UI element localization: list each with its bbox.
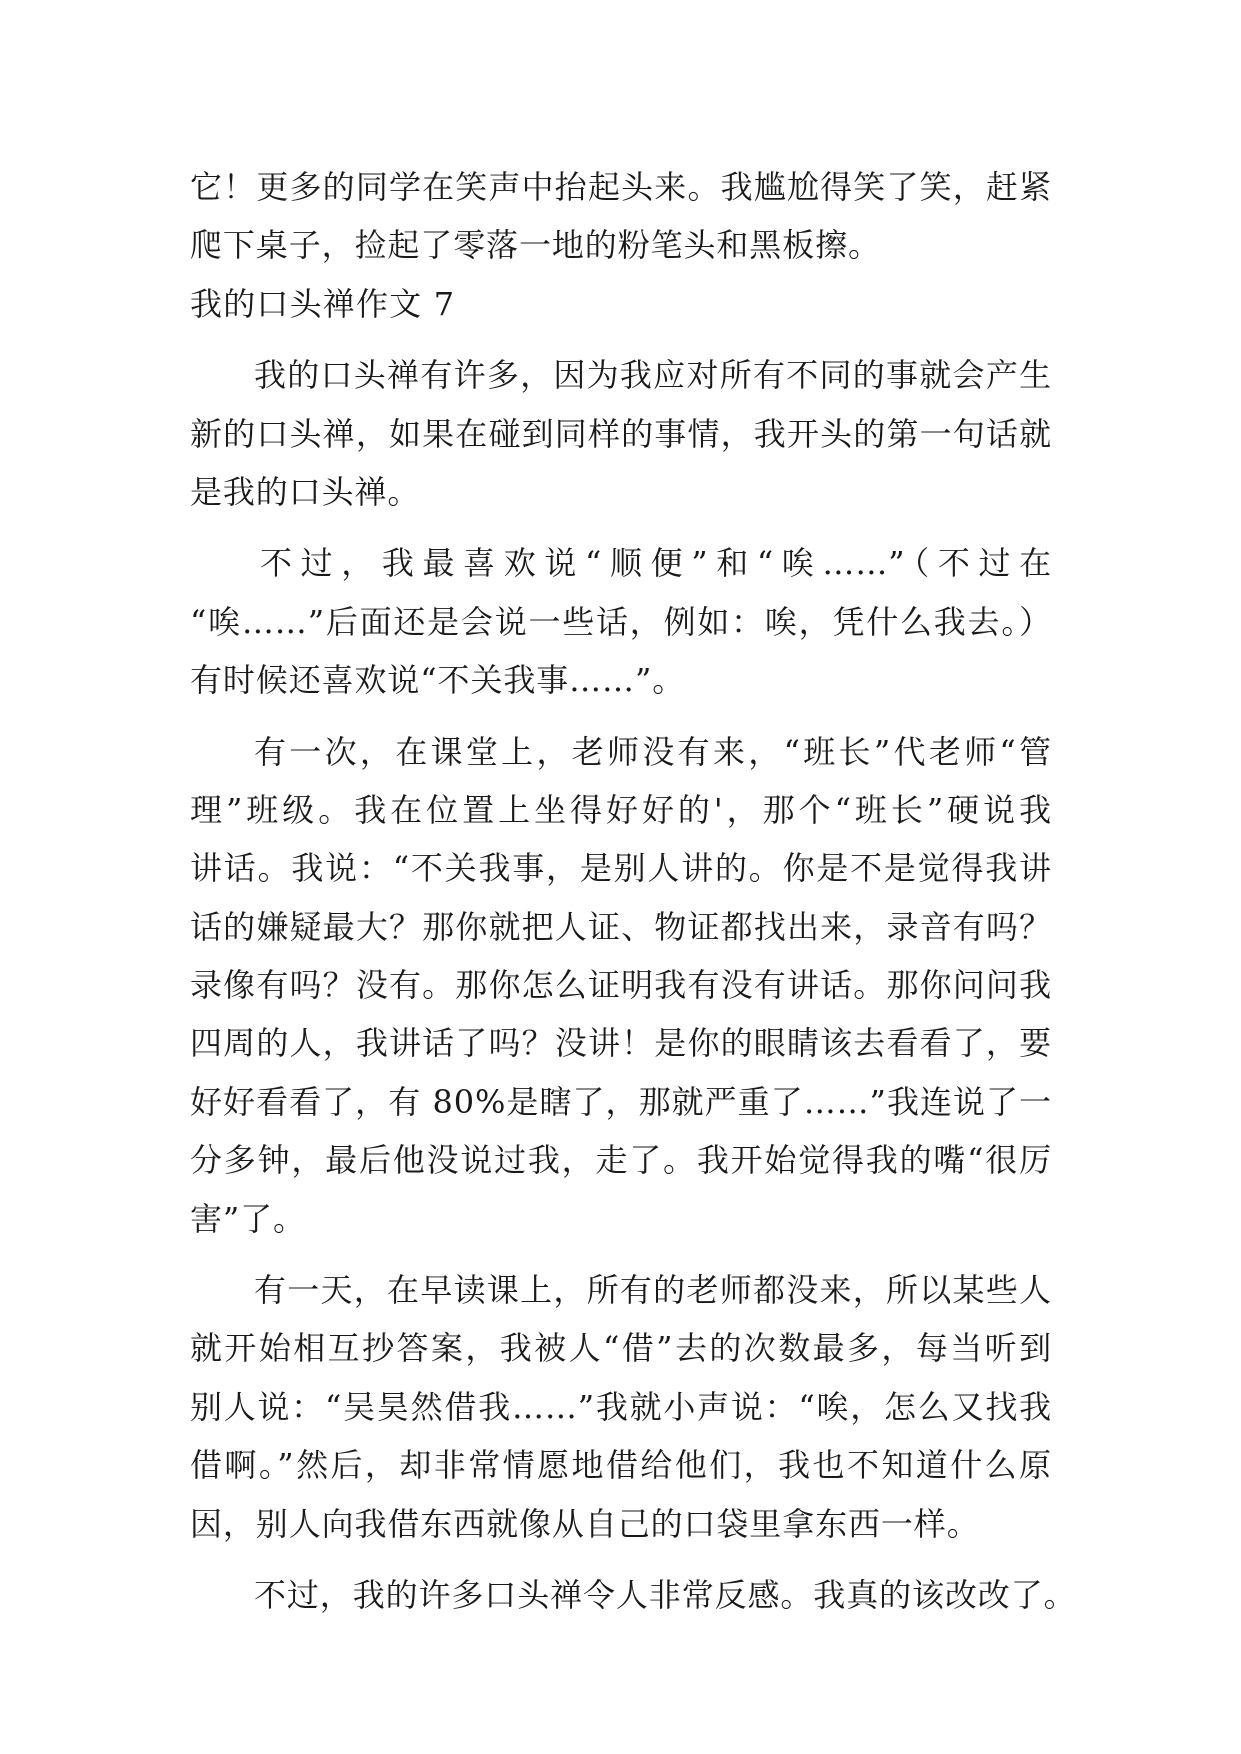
text-line: 有时候还喜欢说“不关我事……”。 bbox=[190, 661, 686, 700]
text-line: 不过，我的许多口头禅令人非常反感。我真的该改改了。 bbox=[254, 1575, 1077, 1614]
text-line: 我的口头禅有许多，因为我应对所有不同的事就会产生 bbox=[254, 356, 1052, 395]
text-line: 不过，我最喜欢说“顺便”和“唉……”（不过在 bbox=[260, 544, 1052, 583]
paragraph-gap bbox=[190, 1248, 1052, 1261]
text-line: 理”班级。我在位置上坐得好好的'，那个“班长”硬说我 bbox=[190, 790, 1052, 829]
paragraph-gap bbox=[190, 710, 1052, 723]
paragraph-gap bbox=[190, 521, 1052, 534]
document-body bbox=[190, 158, 1077, 1624]
text-line: 好好看看了，有 80%是瞎了，那就严重了……”我连说了一 bbox=[190, 1082, 1052, 1121]
text-line: 四周的人，我讲话了吗？没讲！是你的眼睛该去看看了，要 bbox=[190, 1024, 1052, 1063]
text-line: 就开始相互抄答案，我被人“借”去的次数最多，每当听到 bbox=[190, 1329, 1052, 1368]
text-line: 有一天，在早读课上，所有的老师都没来，所以某些人 bbox=[254, 1271, 1052, 1310]
text-line: 分多钟，最后他没说过我，走了。我开始觉得我的嘴“很厉 bbox=[190, 1141, 1052, 1180]
text-line: 有一次，在课堂上，老师没有来，“班长”代老师“管 bbox=[254, 732, 1052, 771]
paragraph-gap bbox=[190, 333, 1052, 346]
text-line: 是我的口头禅。 bbox=[190, 472, 421, 511]
text-line: 讲话。我说：“不关我事，是别人讲的。你是不是觉得我讲 bbox=[190, 849, 1052, 888]
text-line: 新的口头禅，如果在碰到同样的事情，我开头的第一句话就 bbox=[190, 414, 1052, 453]
text-line: 别人说：“吴昊然借我……”我就小声说：“唉，怎么又找我 bbox=[190, 1387, 1052, 1426]
text-line: 录像有吗？没有。那你怎么证明我有没有讲话。那你问问我 bbox=[190, 966, 1052, 1005]
section-heading: 我的口头禅作文 7 bbox=[190, 284, 456, 323]
text-line: “唉……”后面还是会说一些话，例如：唉，凭什么我去。） bbox=[190, 602, 1052, 641]
text-line: 因，别人向我借东西就像从自己的口袋里拿东西一样。 bbox=[190, 1504, 980, 1543]
text-line: 它！更多的同学在笑声中抬起头来。我尴尬得笑了笑，赶紧 bbox=[190, 168, 1052, 206]
paragraph-gap bbox=[190, 1553, 1052, 1566]
text-line: 话的嫌疑最大？那你就把人证、物证都找出来，录音有吗？ bbox=[190, 907, 1052, 946]
text-line: 借啊。”然后，却非常情愿地借给他们，我也不知道什么原 bbox=[190, 1446, 1052, 1485]
text-line: 爬下桌子，捡起了零落一地的粉笔头和黑板擦。 bbox=[190, 226, 881, 265]
text-line: 害”了。 bbox=[190, 1199, 306, 1238]
